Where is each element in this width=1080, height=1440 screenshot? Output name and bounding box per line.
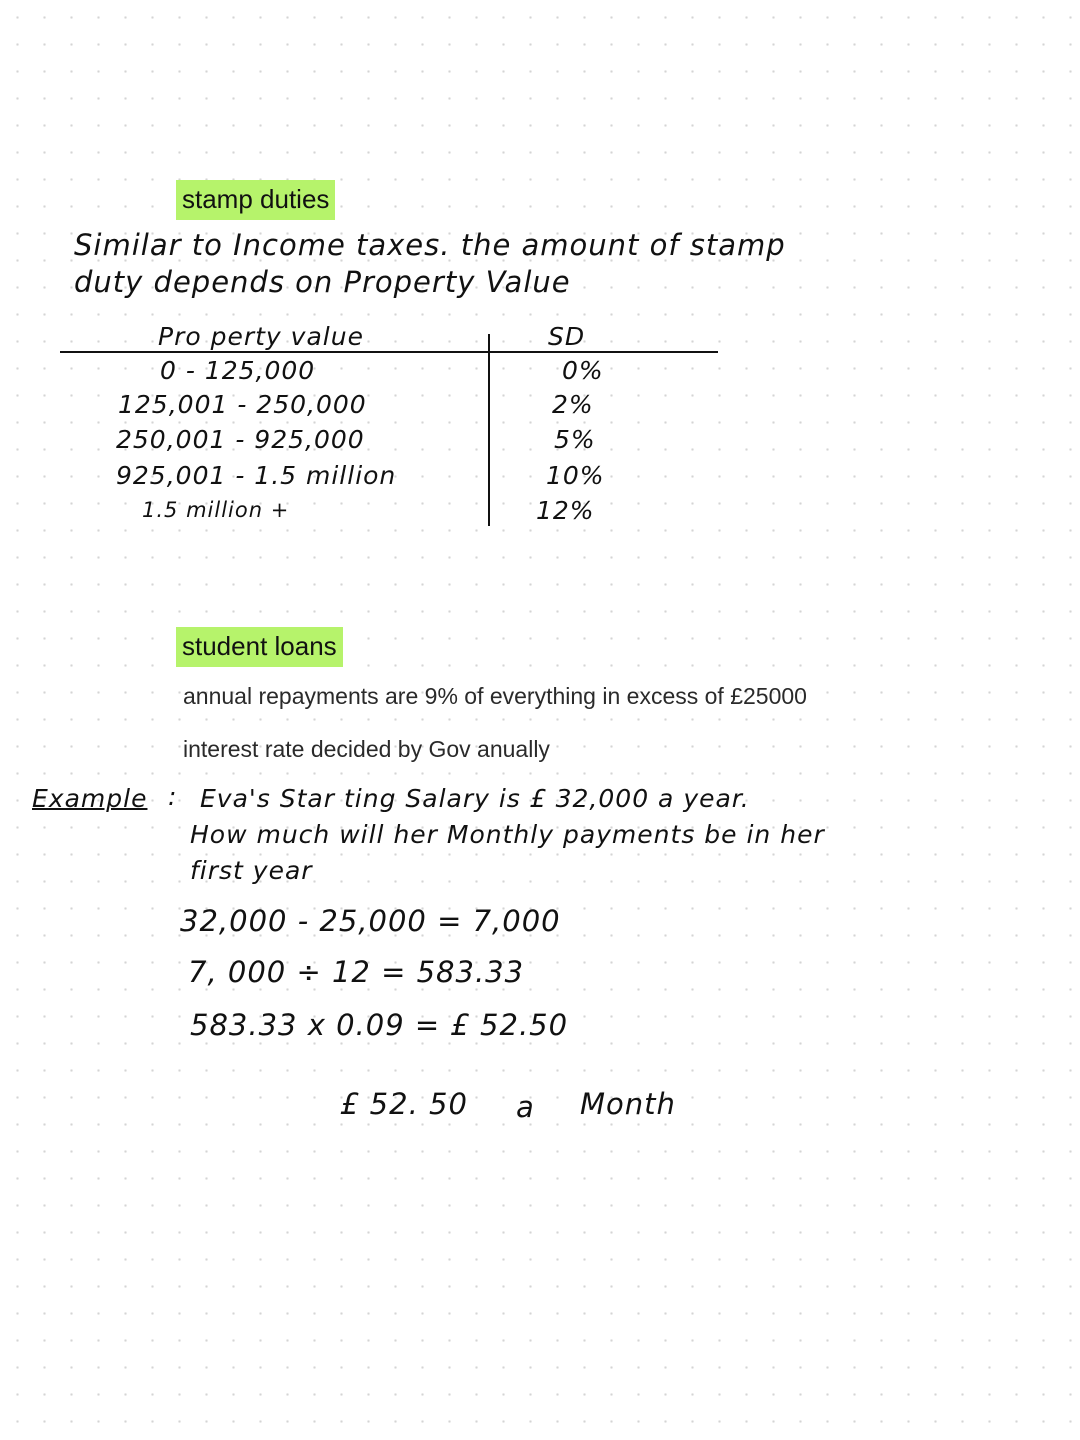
- stamp-intro-line-1: Similar to Income taxes. the amount of stamp: [74, 228, 786, 262]
- answer-unit: Month: [580, 1087, 676, 1121]
- calc-step-multiply: 583.33 x 0.09 = £ 52.50: [190, 1008, 569, 1042]
- table-row-range: 0 - 125,000: [160, 356, 316, 385]
- example-question-line-2: How much will her Monthly payments be in her: [190, 820, 825, 849]
- answer-amount: £ 52. 50: [340, 1087, 468, 1121]
- calc-step-divide: 7, 000 ÷ 12 = 583.33: [188, 955, 525, 989]
- stamp-duties-heading: stamp duties: [176, 180, 335, 220]
- table-row-rate: 5%: [554, 425, 596, 454]
- table-row-rate: 2%: [552, 390, 594, 419]
- table-row-rate: 0%: [562, 356, 604, 385]
- calc-step-subtract: 32,000 - 25,000 = 7,000: [180, 904, 561, 938]
- table-row-range: 125,001 - 250,000: [118, 390, 367, 419]
- example-colon: :: [168, 782, 178, 811]
- table-horizontal-rule: [60, 351, 718, 353]
- table-row-rate: 10%: [546, 461, 605, 490]
- table-row-range: 250,001 - 925,000: [116, 425, 365, 454]
- loans-repayment-text: annual repayments are 9% of everything in excess of £25000: [183, 683, 807, 709]
- example-question-line-1: Eva's Star ting Salary is £ 32,000 a year.: [200, 784, 750, 813]
- loans-interest-text: interest rate decided by Gov anually: [183, 736, 550, 762]
- table-header-sd: SD: [548, 322, 586, 351]
- table-row-rate: 12%: [536, 496, 595, 525]
- table-row-range: 1.5 million +: [142, 498, 290, 522]
- stamp-intro-line-2: duty depends on Property Value: [74, 265, 571, 299]
- table-header-property-value: Pro perty value: [158, 322, 364, 351]
- student-loans-heading: student loans: [176, 627, 343, 667]
- example-question-line-3: first year: [190, 856, 313, 885]
- table-row-range: 925,001 - 1.5 million: [116, 461, 397, 490]
- example-label: Example: [32, 784, 148, 813]
- table-vertical-rule: [488, 334, 490, 526]
- answer-a: a: [516, 1090, 535, 1124]
